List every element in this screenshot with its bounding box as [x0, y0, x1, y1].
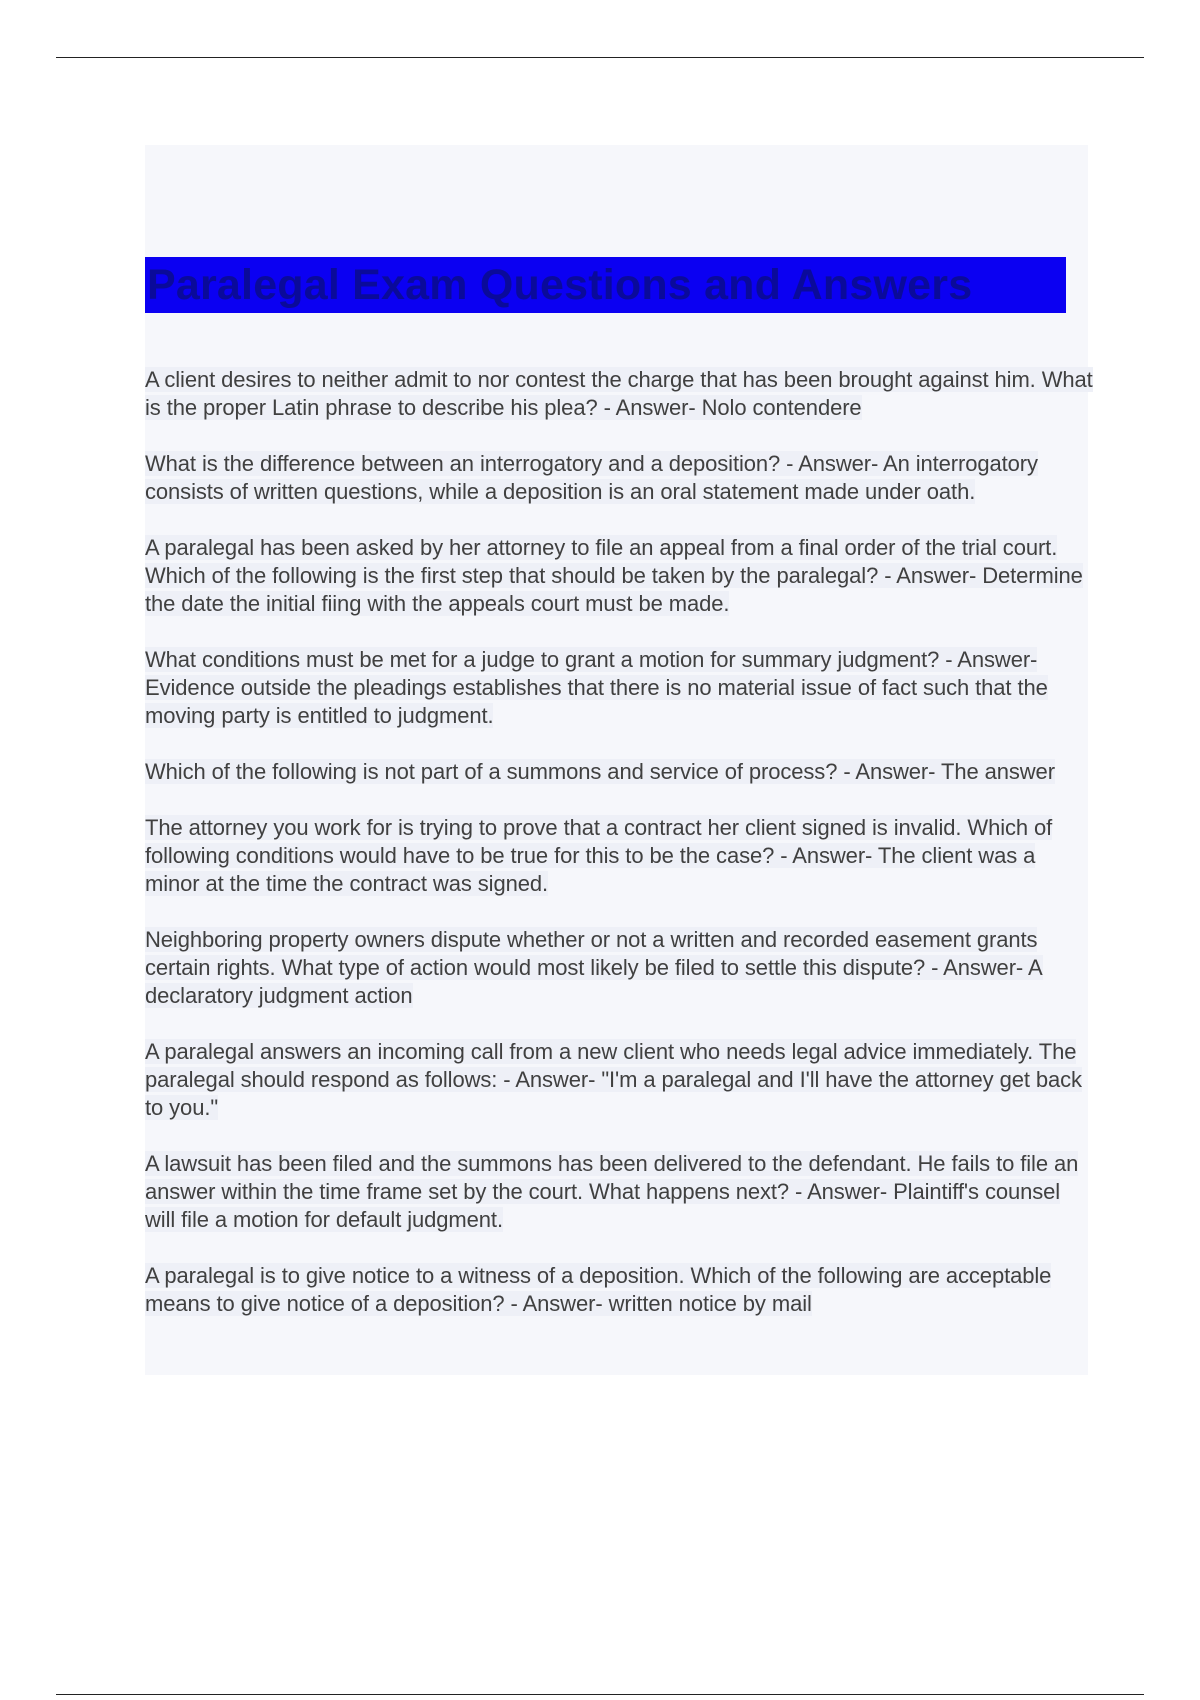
qa-list [145, 366, 1095, 1346]
qa-item-6 [145, 814, 1095, 898]
qa-item-7 [145, 926, 1095, 1010]
document-title: Paralegal Exam Questions and Answers [147, 261, 973, 309]
qa-text: What is the difference between an interrogatory and a deposition? - Answer- An interrogatory consists of written questions, while a deposition is an oral statement made under oath. [145, 451, 1038, 504]
qa-item-5 [145, 758, 1095, 786]
qa-text: A paralegal has been asked by her attorney to file an appeal from a final order of the trial court. Which of the following is the first step that should be taken by the paralegal? - Answer- Determine the date the initial fiing with the appeals court must be made. [145, 535, 1083, 616]
qa-text: What conditions must be met for a judge to grant a motion for summary judgment? - Answer- Evidence outside the pleadings establishes that there is no material issue of fact such that the moving party is entitled to judgment. [145, 647, 1048, 728]
qa-item-2 [145, 450, 1095, 506]
qa-item-3 [145, 534, 1095, 618]
qa-text: A paralegal answers an incoming call from a new client who needs legal advice immediately. The paralegal should respond as follows: - Answer- "I'm a paralegal and I'll have the attorney get back to you." [145, 1039, 1082, 1120]
title-band [145, 257, 1066, 313]
qa-text: Which of the following is not part of a summons and service of process? - Answer- The answer [145, 759, 1055, 784]
footer-rule [56, 1694, 1144, 1695]
qa-text: A client desires to neither admit to nor contest the charge that has been brought against him. What is the proper Latin phrase to describe his plea? - Answer- Nolo contendere [145, 367, 1093, 420]
qa-text: A lawsuit has been filed and the summons has been delivered to the defendant. He fails to file an answer within the time frame set by the court. What happens next? - Answer- Plaintiff's counsel will file a motion for default judgment. [145, 1151, 1079, 1232]
qa-item-1 [145, 366, 1095, 422]
qa-item-10 [145, 1262, 1095, 1318]
qa-text: A paralegal is to give notice to a witness of a deposition. Which of the following are acceptable means to give notice of a deposition? - Answer- written notice by mail [145, 1263, 1052, 1316]
qa-item-8 [145, 1038, 1095, 1122]
qa-item-9 [145, 1150, 1095, 1234]
header-rule [56, 57, 1144, 58]
qa-item-4 [145, 646, 1095, 730]
qa-text: Neighboring property owners dispute whether or not a written and recorded easement grants certain rights. What type of action would most likely be filed to settle this dispute? - Answer- A declaratory judgment action [145, 927, 1043, 1008]
qa-text: The attorney you work for is trying to prove that a contract her client signed is invalid. Which of following conditions would have to be true for this to be the case? - Answer- The client was a minor at the time the contract was signed. [145, 815, 1053, 896]
